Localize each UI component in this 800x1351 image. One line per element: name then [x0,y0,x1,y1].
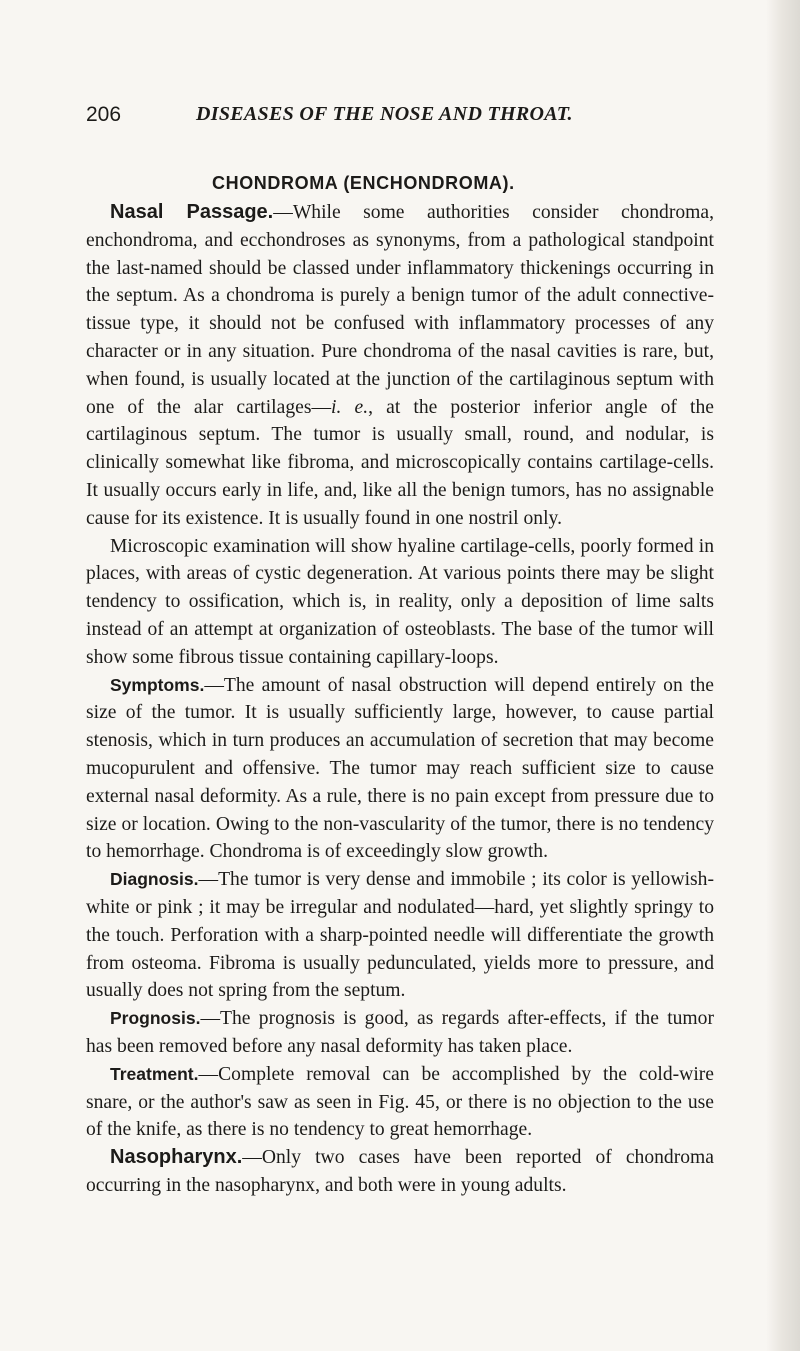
subheading-nasal-passage: Nasal Passage. [110,201,274,223]
subheading-symptoms: Symptoms. [110,674,205,695]
paragraph-text-italic: i. e. [331,396,369,418]
paragraph-nasopharynx [86,1144,714,1200]
page-number: 206 [86,103,122,126]
paragraph-text: —While some authorities consider chondroma, enchondroma, and ecchondroses as synonyms, from a pathological standpoint the last-named should be classed under inflammatory thickenings occurring in the septum. As a chondroma is purely a benign tumor of the adult connective-tissue type, it should not be confused with inflammatory processes of any character or in any situation. Pure chondroma of the nasal cavities is rare, but, when found, is usually located at the junction of the cartilaginous septum with one of the alar cartilages— [86,202,714,418]
paragraph-text: —The amount of nasal obstruction will depend entirely on the size of the tumor. It is usually sufficiently large, however, to cause partial stenosis, which in turn produces an accumulation of secretion that may become mucopurulent and offensive. The tumor may reach sufficient size to cause external nasal deformity. As a rule, there is no pain except from pressure due to size or location. Owing to the non-vascularity of the tumor, there is no tendency to hemorrhage. Chondroma is of exceedingly slow growth. [86,674,714,863]
subheading-prognosis: Prognosis. [110,1008,201,1029]
paragraph-microscopic [86,533,714,672]
paragraph-treatment [86,1061,714,1144]
paragraph-symptoms [86,672,714,867]
running-title: DISEASES OF THE NOSE AND THROAT. [196,103,573,125]
running-header [86,103,706,133]
chapter-title: CHONDROMA (ENCHONDROMA). [212,173,515,193]
paragraph-text: —The prognosis is good, as regards after-effects, if the tumor has been removed before any nasal deformity has taken place. [86,1008,714,1057]
paragraph-text: Microscopic examination will show hyaline cartilage-cells, poorly formed in places, with areas of cystic degeneration. At various points there may be slight tendency to ossification, which is, in reality, only a deposition of lime salts instead of an attempt at organization of osteoblasts. The base of the tumor will show some fibrous tissue containing capillary-loops. [86,535,714,668]
subheading-treatment: Treatment. [110,1063,199,1084]
paragraph-text: —Complete removal can be accomplished by the cold-wire snare, or the author's saw as seen in Fig. 45, or there is no objection to the use of the knife, as there is no tendency to great hemorrhage. [86,1063,714,1141]
paragraph-prognosis [86,1005,714,1061]
subheading-diagnosis: Diagnosis. [110,869,199,890]
body-text [86,199,714,1200]
paragraph-nasal-passage [86,199,714,533]
paragraph-text: , at the posterior inferior angle of the cartilaginous septum. The tumor is usually small, round, and nodular, is clinically somewhat like fibroma, and microscopically contains cartilage-cells. It usually occurs early in life, and, like all the benign tumors, has no assignable cause for its existence. It is usually found in one nostril only. [86,396,714,529]
paragraph-text: —The tumor is very dense and immobile ; its color is yellowish-white or pink ; it may be irregular and nodulated—hard, yet slightly springy to the touch. Perforation with a sharp-pointed needle will differentiate the growth from osteoma. Fibroma is usually pedunculated, yields more to pressure, and usually does not spring from the septum. [86,869,714,1002]
paragraph-text: —Only two cases have been reported of chondroma occurring in the nasopharynx, and both were in young adults. [86,1147,714,1196]
paragraph-diagnosis [86,866,714,1005]
subheading-nasopharynx: Nasopharynx. [110,1146,243,1169]
page-edge-shadow [766,0,800,1351]
